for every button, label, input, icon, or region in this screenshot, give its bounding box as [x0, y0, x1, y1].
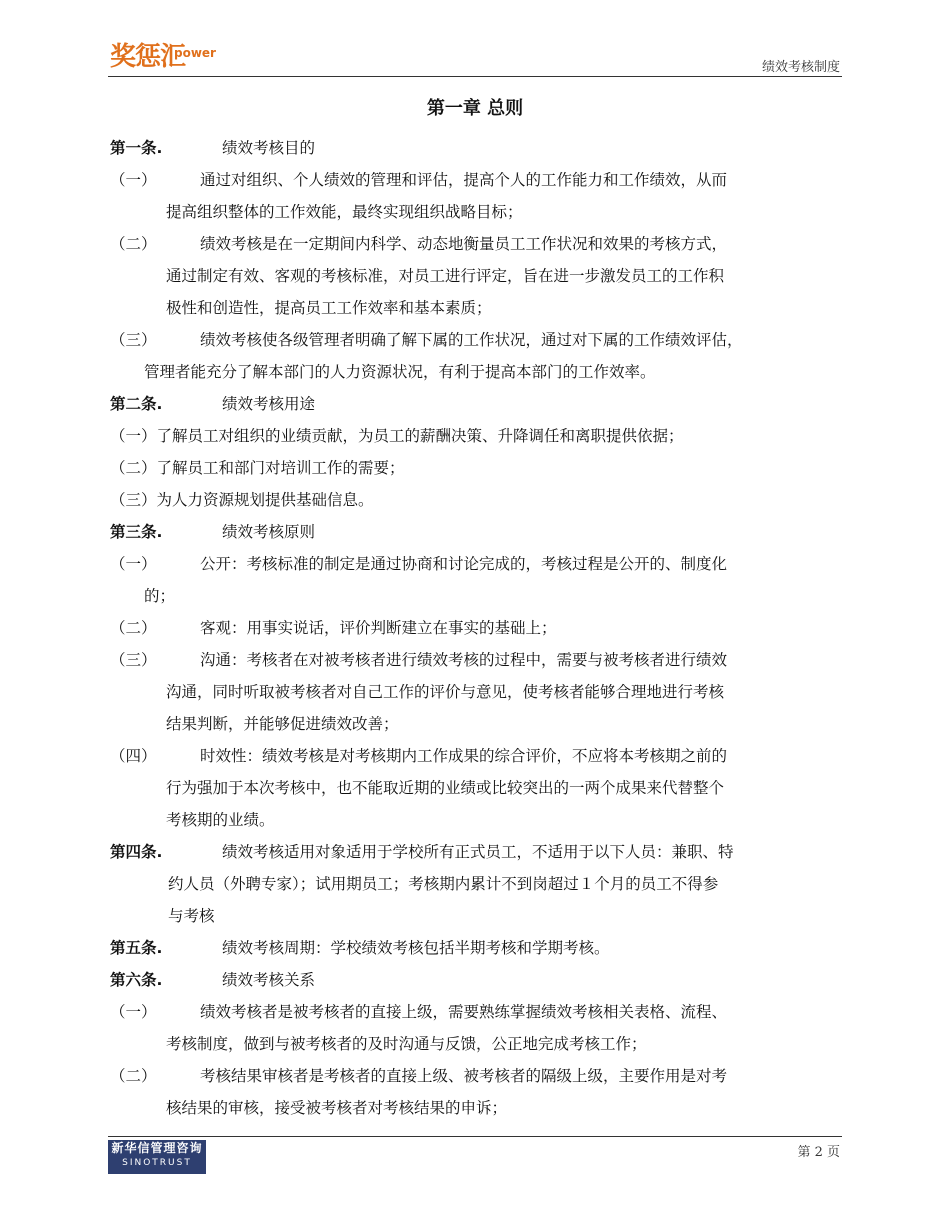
footer-logo-cn: 新华信管理咨询 — [111, 1141, 203, 1155]
list-item-continuation — [110, 292, 842, 324]
page-footer — [108, 1136, 842, 1177]
page-header — [108, 42, 842, 77]
article-heading — [110, 516, 842, 548]
article-continuation — [110, 900, 842, 932]
list-item-continuation — [110, 1028, 842, 1060]
article-heading — [110, 932, 842, 964]
article-number: 第六条. — [110, 971, 163, 989]
company-logo — [110, 42, 216, 72]
article-title: 绩效考核原则 — [222, 523, 316, 541]
article-title: 绩效考核目的 — [222, 139, 316, 157]
article-number: 第四条. — [110, 843, 163, 861]
item-number: （一） — [110, 555, 157, 573]
list-item — [110, 324, 842, 356]
list-item — [110, 164, 842, 196]
list-item — [110, 420, 842, 452]
article-number: 第五条. — [110, 939, 163, 957]
item-text: 绩效考核使各级管理者明确了解下属的工作状况，通过对下属的工作绩效评估， — [200, 331, 743, 349]
item-text: 绩效考核者是被考核者的直接上级，需要熟练掌握绩效考核相关表格、流程、 — [200, 1003, 728, 1021]
footer-logo — [108, 1140, 206, 1174]
article-title: 绩效考核关系 — [222, 971, 316, 989]
chapter-title: 第一章 总则 — [426, 98, 524, 119]
list-item-continuation — [110, 196, 842, 228]
article-heading — [110, 964, 842, 996]
list-item-continuation — [110, 772, 842, 804]
item-text: 通过制定有效、客观的考核标准，对员工进行评定，旨在进一步激发员工的工作积 — [166, 267, 725, 285]
item-text: 提高组织整体的工作效能，最终实现组织战略目标； — [166, 203, 523, 221]
list-item — [110, 548, 842, 580]
list-item-continuation — [110, 708, 842, 740]
article-heading — [110, 388, 842, 420]
logo-superscript: power — [174, 46, 216, 60]
item-text: 结果判断，并能够促进绩效改善； — [166, 715, 399, 733]
list-item-continuation — [110, 260, 842, 292]
list-item-continuation — [110, 1092, 842, 1124]
page-number: 第 2 页 — [797, 1145, 840, 1160]
item-number: （四） — [110, 747, 157, 765]
article-heading — [110, 132, 842, 164]
item-text: 公开：考核标准的制定是通过协商和讨论完成的，考核过程是公开的、制度化 — [200, 555, 728, 573]
list-item — [110, 996, 842, 1028]
list-item-continuation — [110, 804, 842, 836]
item-text: 极性和创造性，提高员工工作效率和基本素质； — [166, 299, 492, 317]
item-text: 时效性：绩效考核是对考核期内工作成果的综合评价，不应将本考核期之前的 — [200, 747, 728, 765]
list-item — [110, 484, 842, 516]
item-text: （三）为人力资源规划提供基础信息。 — [110, 491, 374, 509]
list-item-continuation — [110, 676, 842, 708]
article-text: 与考核 — [168, 907, 215, 925]
item-text: 客观：用事实说话，评价判断建立在事实的基础上； — [200, 619, 557, 637]
item-text: （二）了解员工和部门对培训工作的需要； — [110, 459, 405, 477]
list-item-continuation — [110, 580, 842, 612]
item-number: （一） — [110, 1003, 157, 1021]
list-item-continuation — [110, 356, 842, 388]
item-text: 的； — [144, 587, 176, 605]
document-body — [110, 132, 842, 1124]
logo-text: 奖惩汇 — [110, 42, 186, 72]
header-doc-title: 绩效考核制度 — [761, 60, 840, 75]
item-number: （二） — [110, 235, 157, 253]
article-number: 第一条. — [110, 139, 163, 157]
list-item — [110, 1060, 842, 1092]
article-text: 绩效考核适用对象适用于学校所有正式员工，不适用于以下人员：兼职、特 — [222, 843, 734, 861]
item-number: （三） — [110, 331, 157, 349]
item-text: 通过对组织、个人绩效的管理和评估，提高个人的工作能力和工作绩效，从而 — [200, 171, 728, 189]
list-item — [110, 452, 842, 484]
footer-logo-en: SINOTRUST — [122, 1158, 192, 1168]
article-title: 绩效考核用途 — [222, 395, 316, 413]
list-item — [110, 228, 842, 260]
item-text: 沟通，同时听取被考核者对自己工作的评价与意见，使考核者能够合理地进行考核 — [166, 683, 725, 701]
article-title: 绩效考核周期：学校绩效考核包括半期考核和学期考核。 — [222, 939, 610, 957]
item-text: 绩效考核是在一定期间内科学、动态地衡量员工工作状况和效果的考核方式， — [200, 235, 728, 253]
list-item — [110, 740, 842, 772]
item-number: （一） — [110, 171, 157, 189]
item-text: 沟通：考核者在对被考核者进行绩效考核的过程中，需要与被考核者进行绩效 — [200, 651, 728, 669]
item-text: （一）了解员工对组织的业绩贡献，为员工的薪酬决策、升降调任和离职提供依据； — [110, 427, 684, 445]
list-item — [110, 644, 842, 676]
item-text: 行为强加于本次考核中，也不能取近期的业绩或比较突出的一两个成果来代替整个 — [166, 779, 725, 797]
article-number: 第二条. — [110, 395, 163, 413]
item-text: 考核结果审核者是考核者的直接上级、被考核者的隔级上级，主要作用是对考 — [200, 1067, 728, 1085]
article-number: 第三条. — [110, 523, 163, 541]
item-text: 核结果的审核，接受被考核者对考核结果的申诉； — [166, 1099, 508, 1117]
article-text: 约人员（外聘专家）；试用期员工；考核期内累计不到岗超过１个月的员工不得参 — [168, 875, 719, 893]
item-number: （二） — [110, 619, 157, 637]
item-number: （二） — [110, 1067, 157, 1085]
article-continuation — [110, 868, 842, 900]
list-item — [110, 612, 842, 644]
item-text: 考核期的业绩。 — [166, 811, 275, 829]
article-heading — [110, 836, 842, 868]
item-text: 管理者能充分了解本部门的人力资源状况，有利于提高本部门的工作效率。 — [144, 363, 656, 381]
item-text: 考核制度，做到与被考核者的及时沟通与反馈，公正地完成考核工作； — [166, 1035, 647, 1053]
item-number: （三） — [110, 651, 157, 669]
